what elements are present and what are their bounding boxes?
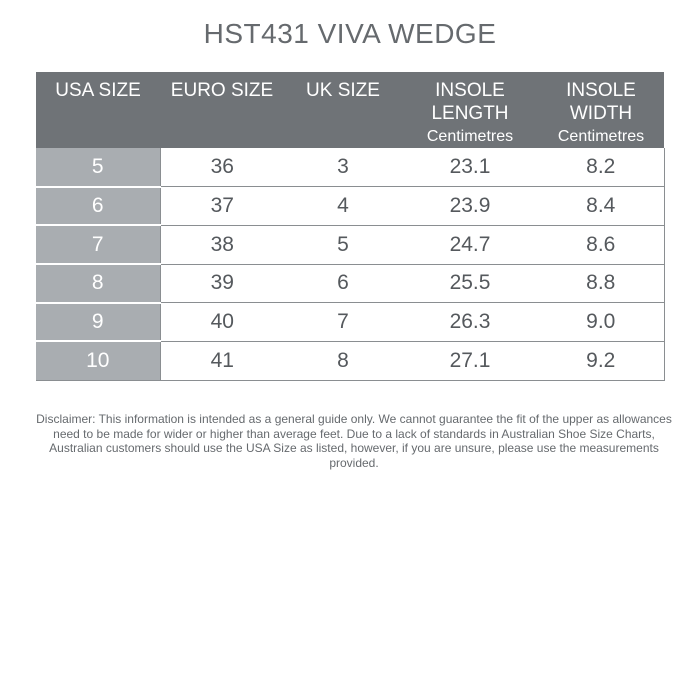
header-label: INSOLE LENGTH xyxy=(431,80,509,124)
cell-usa-size: 7 xyxy=(36,225,160,264)
cell-insole-width: 9.2 xyxy=(538,341,664,380)
size-chart-table xyxy=(36,72,665,381)
header-label: USA SIZE xyxy=(55,80,141,101)
cell-uk-size: 7 xyxy=(284,303,402,342)
header-unit: Centimetres xyxy=(557,128,645,145)
header-insole-length xyxy=(402,72,538,148)
cell-uk-size: 8 xyxy=(284,341,402,380)
table-row xyxy=(36,225,664,264)
cell-uk-size: 5 xyxy=(284,225,402,264)
cell-euro-size: 39 xyxy=(160,264,284,303)
header-label: INSOLE WIDTH xyxy=(566,80,636,124)
cell-insole-width: 8.6 xyxy=(538,225,664,264)
table-row xyxy=(36,341,664,380)
cell-insole-length: 23.9 xyxy=(402,187,538,226)
cell-usa-size: 5 xyxy=(36,148,160,187)
cell-uk-size: 3 xyxy=(284,148,402,187)
table-header-row xyxy=(36,72,664,148)
cell-insole-width: 9.0 xyxy=(538,303,664,342)
cell-insole-length: 23.1 xyxy=(402,148,538,187)
disclaimer-text: Disclaimer: This information is intended as a general guide only. We cannot guarantee the fit of the upper as allowances need to be made for wider or higher than average feet. Due to a lack of standards in Australian Shoe Size Charts, Australian customers should use the USA Size as listed, however, if you are unsure, please use the measurements provided. xyxy=(36,412,672,470)
cell-insole-length: 25.5 xyxy=(402,264,538,303)
page-title: HST431 VIVA WEDGE xyxy=(203,18,497,49)
cell-euro-size: 40 xyxy=(160,303,284,342)
cell-insole-width: 8.2 xyxy=(538,148,664,187)
cell-insole-length: 27.1 xyxy=(402,341,538,380)
table-row xyxy=(36,148,664,187)
cell-uk-size: 4 xyxy=(284,187,402,226)
cell-insole-length: 24.7 xyxy=(402,225,538,264)
cell-insole-length: 26.3 xyxy=(402,303,538,342)
table-row xyxy=(36,264,664,303)
table-row xyxy=(36,187,664,226)
cell-usa-size: 6 xyxy=(36,187,160,226)
cell-insole-width: 8.8 xyxy=(538,264,664,303)
cell-euro-size: 37 xyxy=(160,187,284,226)
cell-usa-size: 8 xyxy=(36,264,160,303)
cell-usa-size: 10 xyxy=(36,341,160,380)
header-label: EURO SIZE xyxy=(170,80,274,101)
cell-euro-size: 41 xyxy=(160,341,284,380)
table-row xyxy=(36,303,664,342)
header-insole-width xyxy=(538,72,664,148)
header-usa-size xyxy=(36,72,160,148)
header-euro-size xyxy=(160,72,284,148)
cell-insole-width: 8.4 xyxy=(538,187,664,226)
header-unit: Centimetres xyxy=(426,128,514,145)
header-label: UK SIZE xyxy=(306,80,380,101)
cell-uk-size: 6 xyxy=(284,264,402,303)
cell-euro-size: 38 xyxy=(160,225,284,264)
cell-euro-size: 36 xyxy=(160,148,284,187)
header-uk-size xyxy=(284,72,402,148)
cell-usa-size: 9 xyxy=(36,303,160,342)
